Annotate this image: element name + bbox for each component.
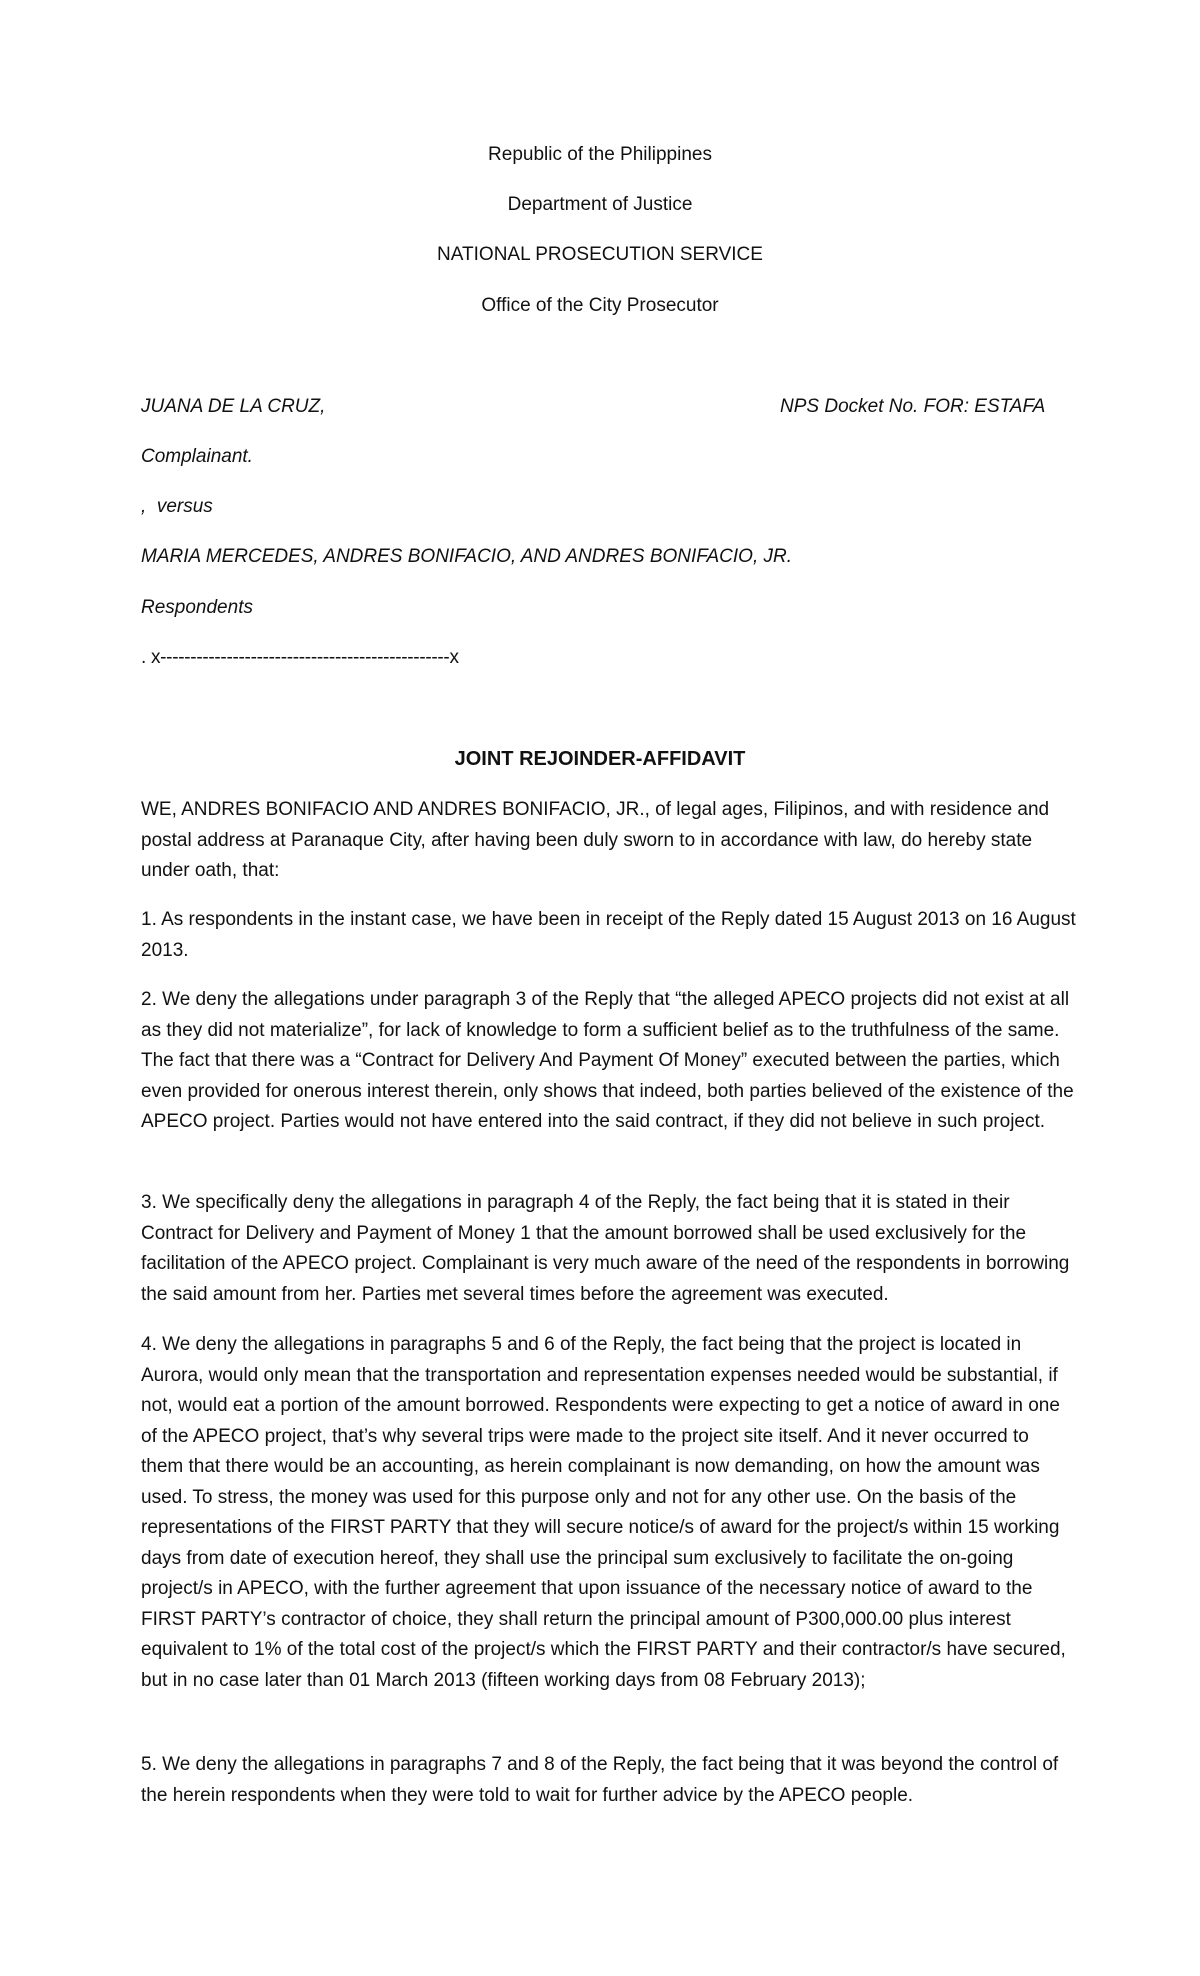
- paragraph-5: 5. We deny the allegations in paragraphs 7 and 8 of the Reply, the fact being that it was beyond the control of the herein respondents when they were told to wait for further advice by the APECO people.: [141, 1754, 1059, 1806]
- paragraph-4: 4. We deny the allegations in paragraphs 5 and 6 of the Reply, the fact being that the project is located in Aurora, would only mean that the transportation and representation expenses needed would be substantial, if not, would eat a portion of the amount borrowed. Respondents were expecting to get a notice of award in one of the APECO project, that’s why several trips were made to the project site itself. And it never occurred to them that there would be an accounting, as herein complainant is now demanding, on how the amount was used. To stress, the money was used for this purpose only and not for any other use. On the basis of the representations of the FIRST PARTY that they will secure notice/s of award for the project/s within 15 working days from date of execution hereof, they shall use the principal sum exclusively to facilitate the on-going project/s in APECO, with the further agreement that upon issuance of the necessary notice of award to the FIRST PARTY’s contractor of choice, they shall return the principal amount of P300,000.00 plus interest equivalent to 1% of the total cost of the project/s which the FIRST PARTY and their contractor/s have secured, but in no case later than 01 March 2013 (fifteen working days from 08 February 2013);: [141, 1334, 1066, 1691]
- header-department: Department of Justice: [507, 194, 693, 215]
- caption-separator: . x------------------------------------------------x: [141, 647, 459, 668]
- respondents-label: Respondents: [141, 597, 253, 618]
- complainant-name: JUANA DE LA CRUZ,: [141, 396, 326, 417]
- paragraph-1: 1. As respondents in the instant case, we have been in receipt of the Reply dated 15 August 2013 on 16 August 2013.: [141, 909, 1076, 961]
- versus-label: , versus: [141, 496, 213, 517]
- header-republic: Republic of the Philippines: [488, 144, 712, 165]
- docket-number: NPS Docket No. FOR: ESTAFA: [780, 396, 1046, 417]
- intro-paragraph: WE, ANDRES BONIFACIO AND ANDRES BONIFACIO, JR., of legal ages, Filipinos, and with residence and postal address at Paranaque City, after having been duly sworn to in accordance with law, do hereby state under oath, that:: [141, 799, 1050, 881]
- complainant-label: Complainant.: [141, 446, 253, 467]
- document-title: JOINT REJOINDER-AFFIDAVIT: [454, 748, 746, 770]
- paragraph-3: 3. We specifically deny the allegations in paragraph 4 of the Reply, the fact being that it is stated in their Contract for Delivery and Payment of Money 1 that the amount borrowed shall be used exclusively for the facilitation of the APECO project. Complainant is very much aware of the need of the respondents in borrowing the said amount from her. Parties met several times before the agreement was executed.: [141, 1192, 1070, 1305]
- respondents-names: MARIA MERCEDES, ANDRES BONIFACIO, AND ANDRES BONIFACIO, JR.: [141, 546, 793, 567]
- header-office: Office of the City Prosecutor: [481, 295, 719, 316]
- paragraph-2: 2. We deny the allegations under paragraph 3 of the Reply that “the alleged APECO projects did not exist at all as they did not materialize”, for lack of knowledge to form a sufficient belief as to the truthfulness of the same. The fact that there was a “Contract for Delivery And Payment Of Money” executed between the parties, which even provided for onerous interest therein, only shows that indeed, both parties believed of the existence of the APECO project. Parties would not have entered into the said contract, if they did not believe in such project.: [141, 989, 1074, 1132]
- header-prosecution-service: NATIONAL PROSECUTION SERVICE: [437, 244, 763, 265]
